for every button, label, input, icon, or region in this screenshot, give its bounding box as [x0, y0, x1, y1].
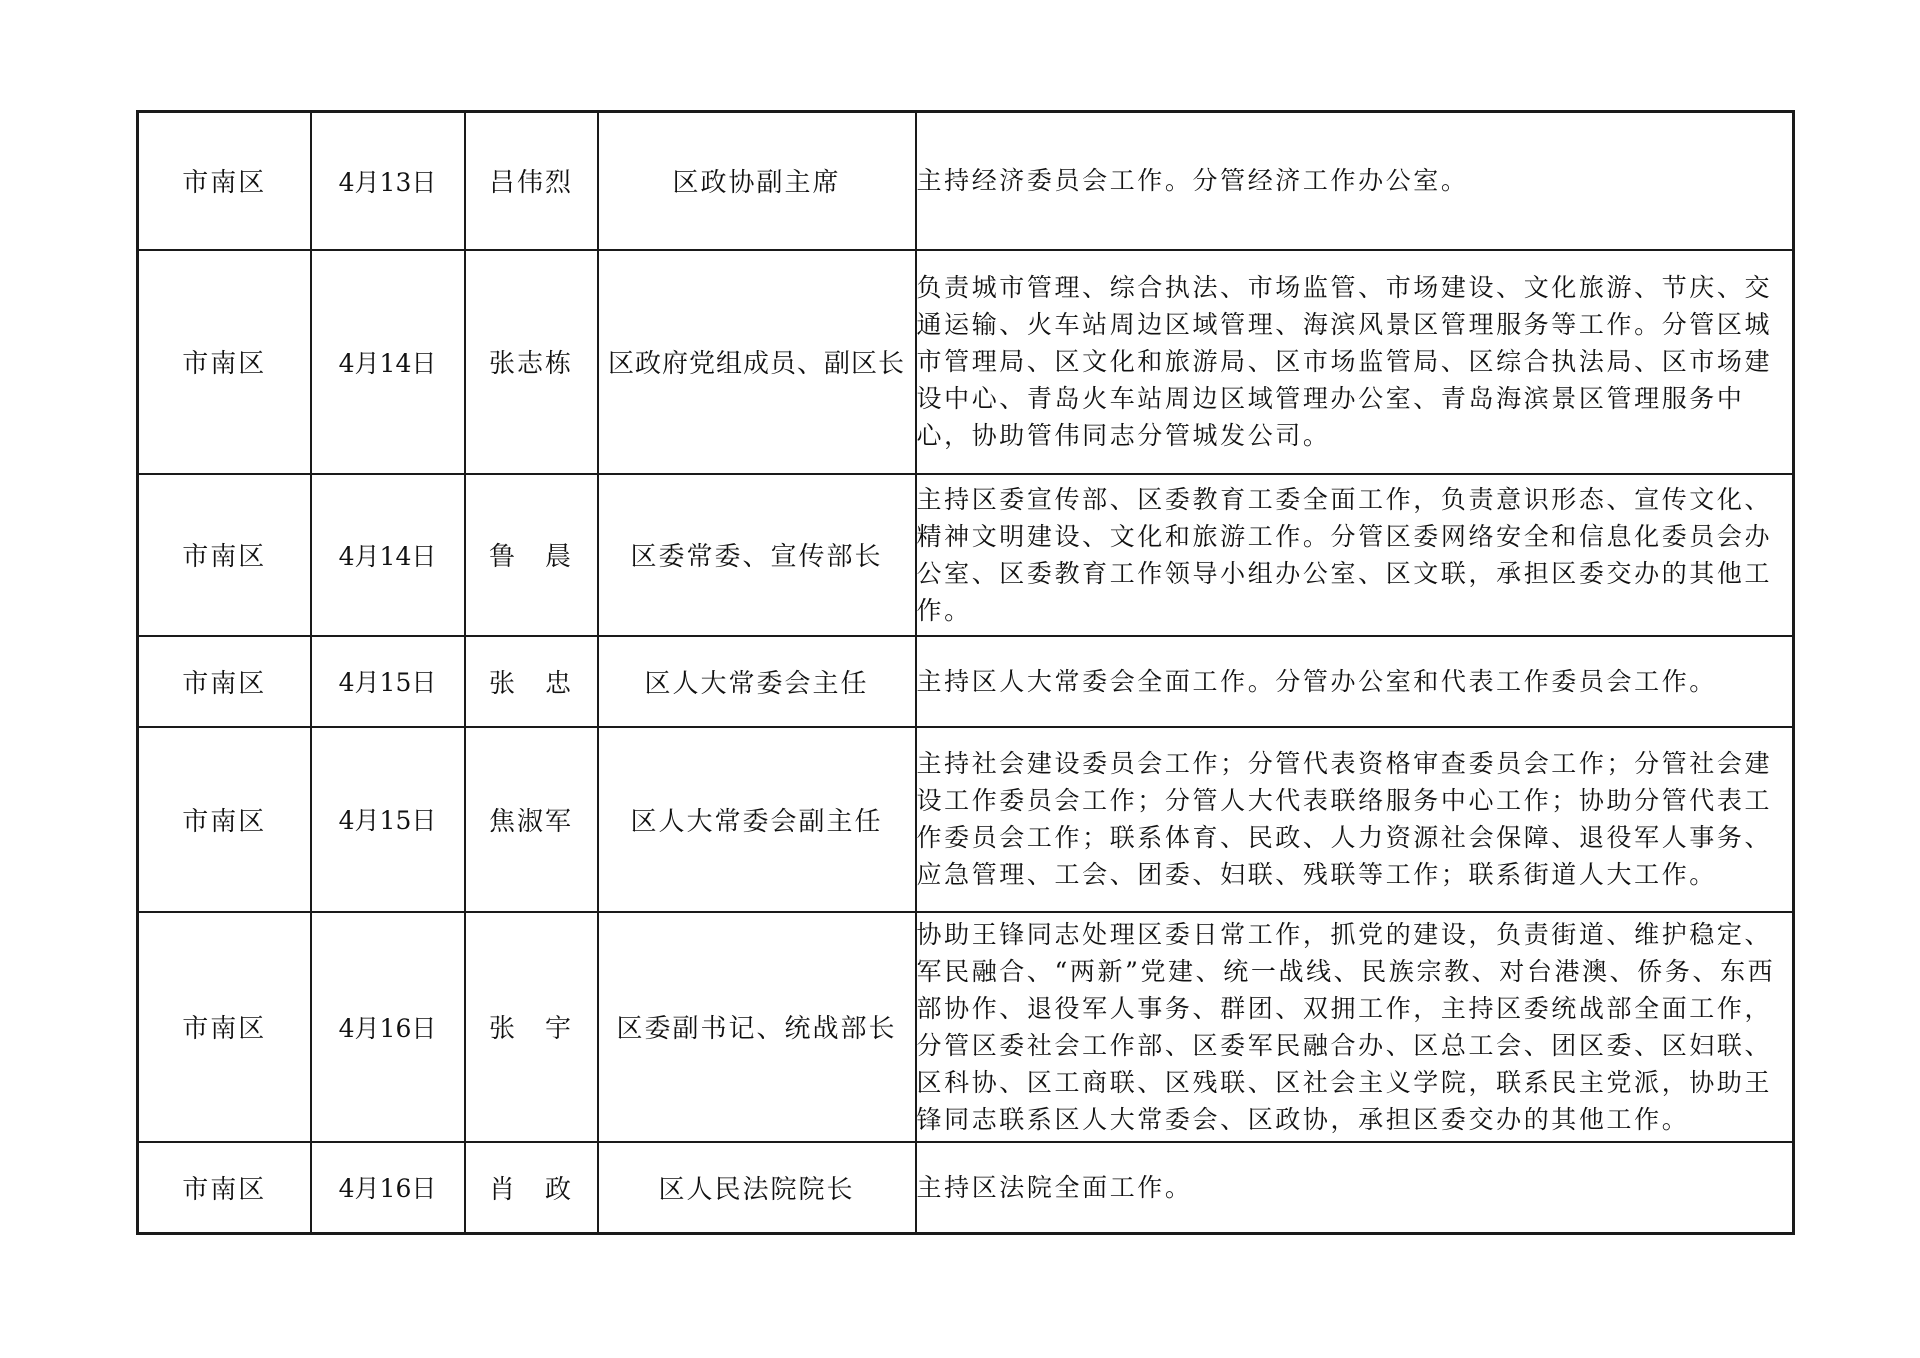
position-cell: 区人大常委会主任 — [598, 636, 916, 727]
district-cell: 市南区 — [138, 112, 311, 250]
position-cell: 区人民法院院长 — [598, 1142, 916, 1234]
duty-cell: 主持区委宣传部、区委教育工委全面工作，负责意识形态、宣传文化、精神文明建设、文化和旅游工作。分管区委网络安全和信息化委员会办公室、区委教育工作领导小组办公室、区文联，承担区委交办的其他工作。 — [916, 474, 1794, 636]
district-cell: 市南区 — [138, 912, 311, 1142]
name-cell: 张 忠 — [465, 636, 598, 727]
duty-cell: 主持区法院全面工作。 — [916, 1142, 1794, 1234]
position-cell: 区委常委、宣传部长 — [598, 474, 916, 636]
table-row — [138, 250, 1794, 474]
date-cell: 4月14日 — [311, 474, 465, 636]
name-cell: 吕伟烈 — [465, 112, 598, 250]
district-cell: 市南区 — [138, 1142, 311, 1234]
schedule-table — [136, 110, 1795, 1235]
position-cell: 区政府党组成员、副区长 — [598, 250, 916, 474]
name-cell: 焦淑军 — [465, 727, 598, 912]
table-row — [138, 727, 1794, 912]
position-cell: 区人大常委会副主任 — [598, 727, 916, 912]
name-cell: 张 宇 — [465, 912, 598, 1142]
table-row — [138, 636, 1794, 727]
district-cell: 市南区 — [138, 474, 311, 636]
name-cell: 张志栋 — [465, 250, 598, 474]
table-row — [138, 912, 1794, 1142]
date-cell: 4月15日 — [311, 636, 465, 727]
duty-cell: 负责城市管理、综合执法、市场监管、市场建设、文化旅游、节庆、交通运输、火车站周边区域管理、海滨风景区管理服务等工作。分管区城市管理局、区文化和旅游局、区市场监管局、区综合执法局、区市场建设中心、青岛火车站周边区域管理办公室、青岛海滨景区管理服务中心，协助管伟同志分管城发公司。 — [916, 250, 1794, 474]
date-cell: 4月16日 — [311, 912, 465, 1142]
district-cell: 市南区 — [138, 636, 311, 727]
district-cell: 市南区 — [138, 250, 311, 474]
duty-cell: 协助王锋同志处理区委日常工作，抓党的建设，负责街道、维护稳定、军民融合、“两新”党建、统一战线、民族宗教、对台港澳、侨务、东西部协作、退役军人事务、群团、双拥工作，主持区委统战部全面工作，分管区委社会工作部、区委军民融合办、区总工会、团区委、区妇联、区科协、区工商联、区残联、区社会主义学院，联系民主党派，协助王锋同志联系区人大常委会、区政协，承担区委交办的其他工作。 — [916, 912, 1794, 1142]
position-cell: 区政协副主席 — [598, 112, 916, 250]
name-cell: 肖 政 — [465, 1142, 598, 1234]
table-row — [138, 112, 1794, 250]
table-row — [138, 1142, 1794, 1234]
name-cell: 鲁 晨 — [465, 474, 598, 636]
table-row — [138, 474, 1794, 636]
district-cell: 市南区 — [138, 727, 311, 912]
duty-cell: 主持经济委员会工作。分管经济工作办公室。 — [916, 112, 1794, 250]
position-cell: 区委副书记、统战部长 — [598, 912, 916, 1142]
date-cell: 4月13日 — [311, 112, 465, 250]
date-cell: 4月16日 — [311, 1142, 465, 1234]
duty-cell: 主持社会建设委员会工作；分管代表资格审查委员会工作；分管社会建设工作委员会工作；分管人大代表联络服务中心工作；协助分管代表工作委员会工作；联系体育、民政、人力资源社会保障、退役军人事务、应急管理、工会、团委、妇联、残联等工作；联系街道人大工作。 — [916, 727, 1794, 912]
duty-cell: 主持区人大常委会全面工作。分管办公室和代表工作委员会工作。 — [916, 636, 1794, 727]
date-cell: 4月15日 — [311, 727, 465, 912]
date-cell: 4月14日 — [311, 250, 465, 474]
